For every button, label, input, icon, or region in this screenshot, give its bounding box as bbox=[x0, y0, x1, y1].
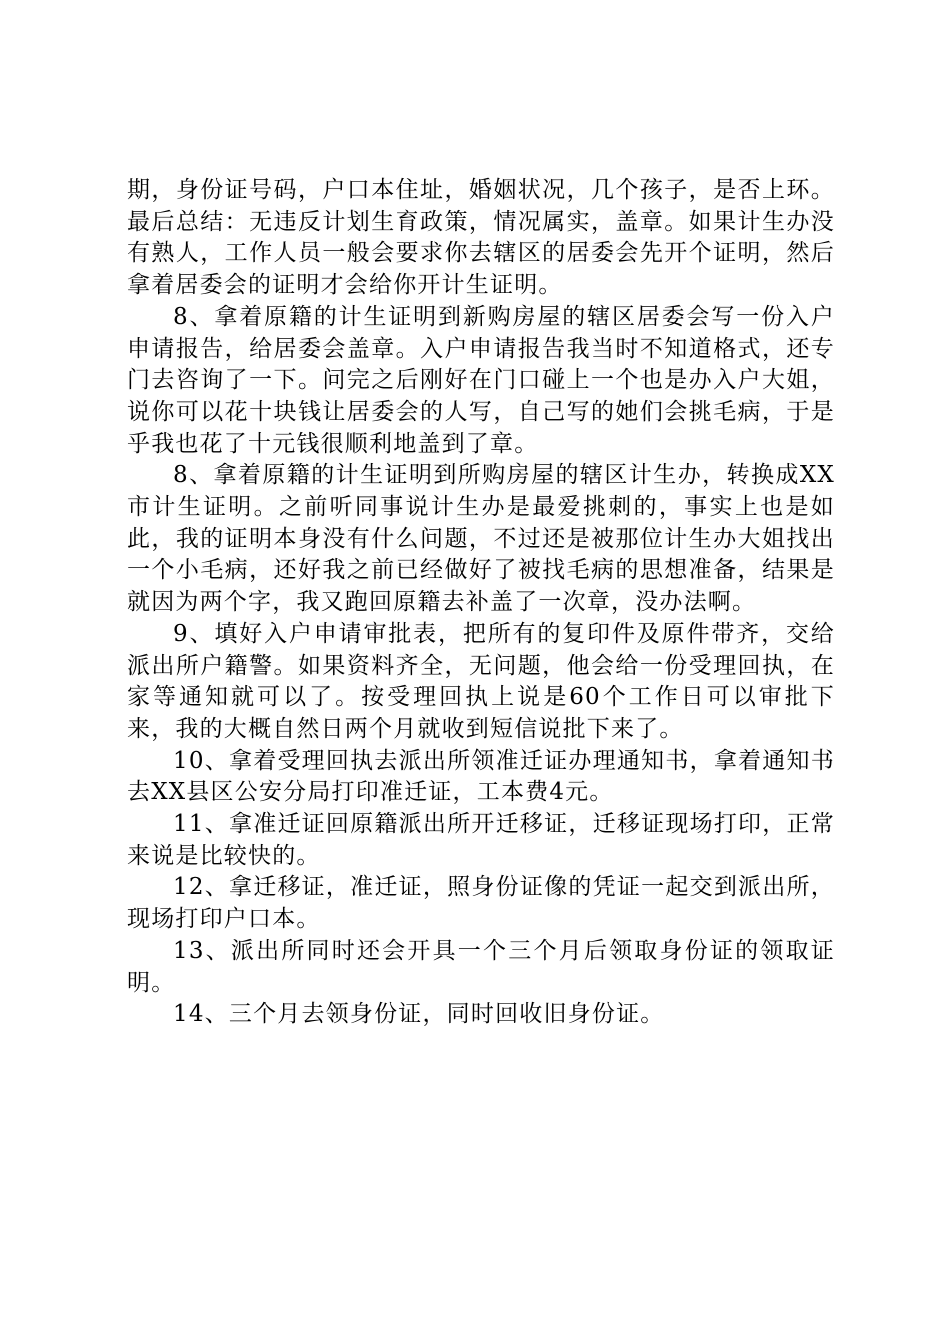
paragraph-step-13: 13、派出所同时还会开具一个三个月后领取身份证的领取证明。 bbox=[127, 937, 835, 996]
paragraph-step-14: 14、三个月去领身份证，同时回收旧身份证。 bbox=[173, 1001, 665, 1028]
paragraph-step-12: 12、拿迁移证，准迁证，照身份证像的凭证一起交到派出所，现场打印户口本。 bbox=[127, 874, 835, 933]
paragraph-step-10: 10、拿着受理回执去派出所领准迁证办理通知书，拿着通知书去XX县区公安分局打印准迁证，工本费4元。 bbox=[127, 747, 835, 806]
paragraph-step-9: 9、填好入户申请审批表，把所有的复印件及原件带齐，交给派出所户籍警。如果资料齐全，无问题，他会给一份受理回执，在家等通知就可以了。按受理回执上说是60个工作日可以审批下来，我的大概自然日两个月就收到短信说批下来了。 bbox=[127, 620, 835, 742]
paragraph-step-11: 11、拿准迁证回原籍派出所开迁移证，迁移证现场打印，正常来说是比较快的。 bbox=[127, 811, 835, 869]
paragraph-step-8a: 8、拿着原籍的计生证明到新购房屋的辖区居委会写一份入户申请报告，给居委会盖章。入户申请报告我当时不知道格式，还专门去咨询了一下。问完之后刚好在门口碰上一个也是办入户大姐，说你可以花十块钱让居委会的人写，自己写的她们会挑毛病，于是乎我也花了十元钱很顺利地盖到了章。 bbox=[127, 303, 835, 457]
paragraph-continuation: 期，身份证号码，户口本住址，婚姻状况，几个孩子，是否上环。最后总结：无违反计划生育政策，情况属实，盖章。如果计生办没有熟人，工作人员一般会要求你去辖区的居委会先开个证明，然后拿着居委会的证明才会给你开计生证明。 bbox=[127, 177, 835, 299]
document-page bbox=[127, 175, 835, 1031]
paragraph-step-8b: 8、拿着原籍的计生证明到所购房屋的辖区计生办，转换成XX市计生证明。之前听同事说计生办是最爱挑刺的，事实上也是如此，我的证明本身没有什么问题，不过还是被那位计生办大姐找出一个小毛病，还好我之前已经做好了被找毛病的思想准备，结果是就因为两个字，我又跑回原籍去补盖了一次章，没办法啊。 bbox=[127, 462, 835, 616]
